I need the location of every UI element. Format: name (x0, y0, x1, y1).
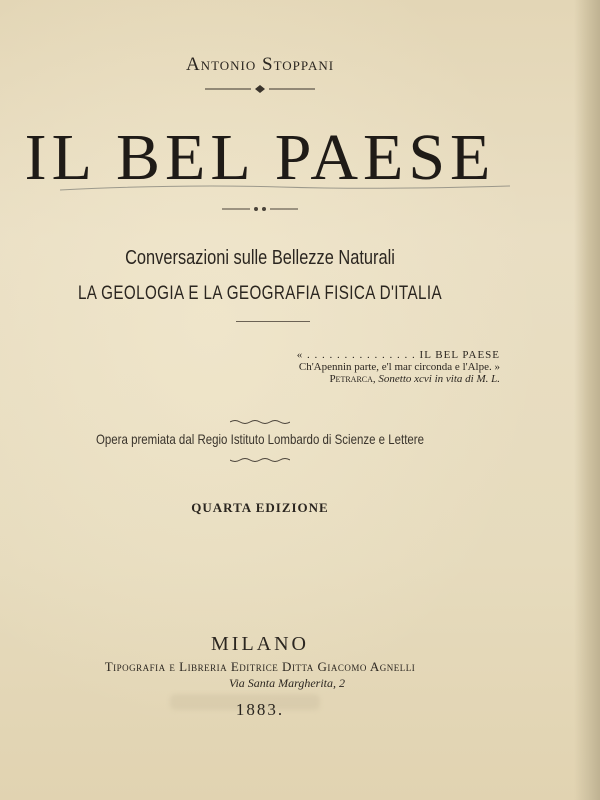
wavy-rule-icon (230, 457, 290, 463)
epigraph-attribution-work: Sonetto xcvi in vita di M. L. (378, 373, 500, 385)
pencil-underline-icon (60, 180, 510, 194)
epigraph-line-1: « . . . . . . . . . . . . . . . IL BEL PAESE (296, 349, 500, 361)
edition-label: QUARTA EDIZIONE (191, 500, 329, 515)
imprint-address-row (0, 676, 500, 691)
subtitle-line-1: Conversazioni sulle Bellezze Naturali (125, 247, 395, 269)
book-title: IL BEL PAESE (24, 121, 496, 194)
imprint-publisher: Tipografia e Libreria Editrice Ditta Giacomo Agnelli (104, 659, 416, 674)
imprint-city: MILANO (211, 633, 309, 655)
subtitle-line-2: LA GEOLOGIA E LA GEOGRAFIA FISICA D'ITALIA (77, 283, 443, 304)
epigraph-line-2: Ch'Apennin parte, e'l mar circonda e l'Alpe. » (298, 361, 500, 373)
award-notice: Opera premiata dal Regio Istituto Lombardo di Scienze e Lettere (95, 431, 425, 447)
author-name: Antonio Stoppani (185, 54, 335, 75)
epigraph-attribution (240, 373, 500, 385)
divider-rule (236, 321, 310, 322)
ornament-small-icon (222, 205, 298, 213)
imprint-address: Via Santa Margherita, 2 (229, 676, 345, 690)
ornament-rule-icon (205, 84, 315, 94)
page-edge-shadow (574, 0, 600, 800)
wavy-rule-icon (230, 419, 290, 425)
imprint-year: 1883. (235, 700, 285, 719)
epigraph-attribution-author: Petrarca, (329, 373, 376, 385)
